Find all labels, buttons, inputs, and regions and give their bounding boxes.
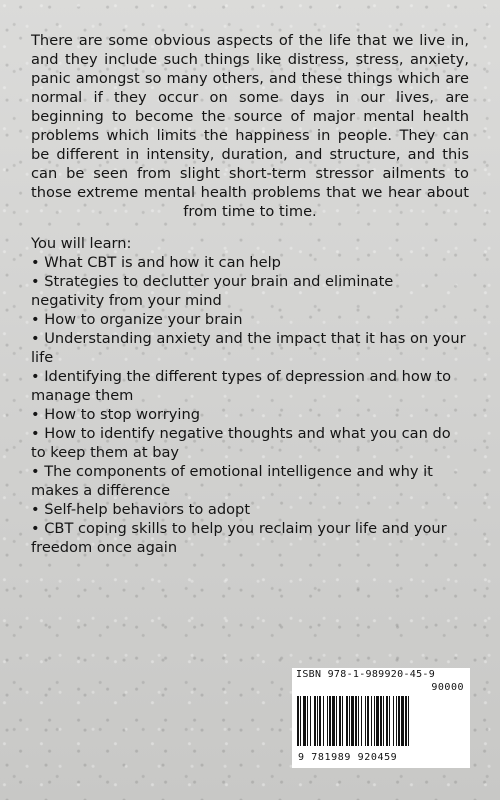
learning-point-9: • Self-help behaviors to adopt [31,501,251,518]
learning-point-10: • CBT coping skills to help you reclaim your life and your freedom once again [31,520,447,556]
barcode-icon [297,696,464,746]
learning-point-1: • What CBT is and how it can help [31,254,281,271]
learning-point-4: • Understanding anxiety and the impact that it has on your life [31,330,466,366]
learning-point-3: • How to organize your brain [31,311,243,328]
back-cover-intro-paragraph: There are some obvious aspects of the life that we live in, and they include such things like distress, stress, anxiety, panic amongst so many others, and these things which are normal if they occur on some days in our lives, are beginning to become the source of major mental health problems which limits the happiness in people. They can be different in intensity, duration, and structure, and this can be seen from slight short-term stressor ailments to those extreme mental health problems that we hear about from time to time. [31,32,469,220]
learning-point-7: • How to identify negative thoughts and what you can do to keep them at bay [31,425,451,461]
you-will-learn-heading: You will learn: [31,235,132,252]
learning-point-6: • How to stop worrying [31,406,200,423]
price-code-text: 90000 [431,682,464,693]
learning-point-5: • Identifying the different types of depression and how to manage them [31,368,452,404]
learning-point-8: • The components of emotional intelligence and why it makes a difference [31,463,433,499]
barcode-number: 9 781989 920459 [298,752,398,763]
isbn-barcode-box [292,668,470,768]
isbn-text: ISBN 978-1-989920-45-9 [296,669,436,680]
learning-point-2: • Strategies to declutter your brain and eliminate negativity from your mind [31,273,394,309]
learning-points-list [31,253,469,557]
